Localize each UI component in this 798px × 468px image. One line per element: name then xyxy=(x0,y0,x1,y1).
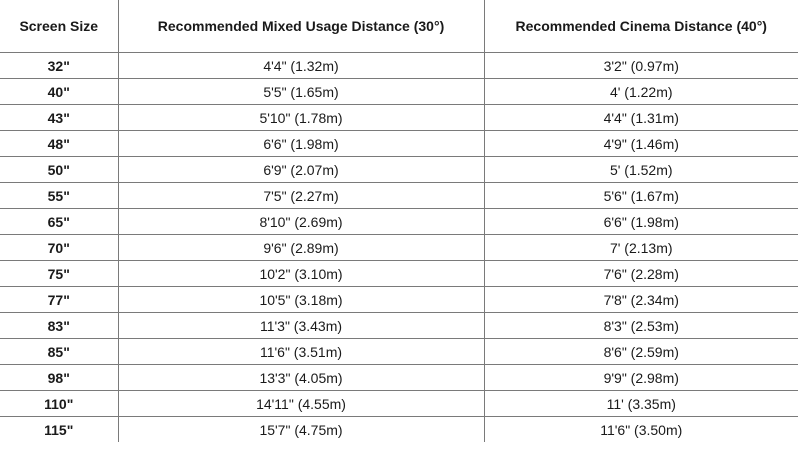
header-screen-size: Screen Size xyxy=(0,0,118,53)
table-row xyxy=(0,209,798,235)
cinema-distance-cell: 6'6" (1.98m) xyxy=(484,209,798,235)
screen-size-cell: 65" xyxy=(0,209,118,235)
screen-size-cell: 110" xyxy=(0,391,118,417)
cinema-distance-cell: 4'9" (1.46m) xyxy=(484,131,798,157)
screen-size-cell: 32" xyxy=(0,53,118,79)
mixed-usage-distance-cell: 13'3" (4.05m) xyxy=(118,365,484,391)
screen-size-cell: 50" xyxy=(0,157,118,183)
table-row xyxy=(0,261,798,287)
cinema-distance-cell: 7'8" (2.34m) xyxy=(484,287,798,313)
cinema-distance-cell: 5'6" (1.67m) xyxy=(484,183,798,209)
table-row xyxy=(0,235,798,261)
mixed-usage-distance-cell: 9'6" (2.89m) xyxy=(118,235,484,261)
mixed-usage-distance-cell: 10'2" (3.10m) xyxy=(118,261,484,287)
table-row xyxy=(0,79,798,105)
cinema-distance-cell: 8'3" (2.53m) xyxy=(484,313,798,339)
mixed-usage-distance-cell: 6'9" (2.07m) xyxy=(118,157,484,183)
header-mixed-usage-distance: Recommended Mixed Usage Distance (30°) xyxy=(118,0,484,53)
screen-size-cell: 85" xyxy=(0,339,118,365)
screen-size-cell: 48" xyxy=(0,131,118,157)
table-row xyxy=(0,183,798,209)
mixed-usage-distance-cell: 7'5" (2.27m) xyxy=(118,183,484,209)
cinema-distance-cell: 7' (2.13m) xyxy=(484,235,798,261)
screen-size-cell: 55" xyxy=(0,183,118,209)
cinema-distance-cell: 4'4" (1.31m) xyxy=(484,105,798,131)
screen-size-cell: 83" xyxy=(0,313,118,339)
mixed-usage-distance-cell: 15'7" (4.75m) xyxy=(118,417,484,443)
mixed-usage-distance-cell: 4'4" (1.32m) xyxy=(118,53,484,79)
cinema-distance-cell: 5' (1.52m) xyxy=(484,157,798,183)
screen-size-cell: 70" xyxy=(0,235,118,261)
mixed-usage-distance-cell: 14'11" (4.55m) xyxy=(118,391,484,417)
table-row xyxy=(0,391,798,417)
table-row xyxy=(0,131,798,157)
mixed-usage-distance-cell: 10'5" (3.18m) xyxy=(118,287,484,313)
mixed-usage-distance-cell: 8'10" (2.69m) xyxy=(118,209,484,235)
table-row xyxy=(0,287,798,313)
mixed-usage-distance-cell: 5'10" (1.78m) xyxy=(118,105,484,131)
table-row xyxy=(0,53,798,79)
table-row xyxy=(0,417,798,443)
table-row xyxy=(0,105,798,131)
screen-size-cell: 43" xyxy=(0,105,118,131)
cinema-distance-cell: 7'6" (2.28m) xyxy=(484,261,798,287)
screen-size-cell: 75" xyxy=(0,261,118,287)
screen-size-cell: 98" xyxy=(0,365,118,391)
table-row xyxy=(0,313,798,339)
table-row xyxy=(0,157,798,183)
mixed-usage-distance-cell: 5'5" (1.65m) xyxy=(118,79,484,105)
screen-size-cell: 115" xyxy=(0,417,118,443)
cinema-distance-cell: 9'9" (2.98m) xyxy=(484,365,798,391)
header-row xyxy=(0,0,798,53)
cinema-distance-cell: 3'2" (0.97m) xyxy=(484,53,798,79)
table-row xyxy=(0,365,798,391)
mixed-usage-distance-cell: 11'6" (3.51m) xyxy=(118,339,484,365)
header-cinema-distance: Recommended Cinema Distance (40°) xyxy=(484,0,798,53)
screen-size-cell: 77" xyxy=(0,287,118,313)
mixed-usage-distance-cell: 11'3" (3.43m) xyxy=(118,313,484,339)
screen-size-cell: 40" xyxy=(0,79,118,105)
cinema-distance-cell: 4' (1.22m) xyxy=(484,79,798,105)
mixed-usage-distance-cell: 6'6" (1.98m) xyxy=(118,131,484,157)
table-row xyxy=(0,339,798,365)
cinema-distance-cell: 8'6" (2.59m) xyxy=(484,339,798,365)
cinema-distance-cell: 11'6" (3.50m) xyxy=(600,421,683,438)
table-header xyxy=(0,0,798,53)
table-body xyxy=(0,53,798,443)
cinema-distance-cell: 11' (3.35m) xyxy=(484,391,798,417)
